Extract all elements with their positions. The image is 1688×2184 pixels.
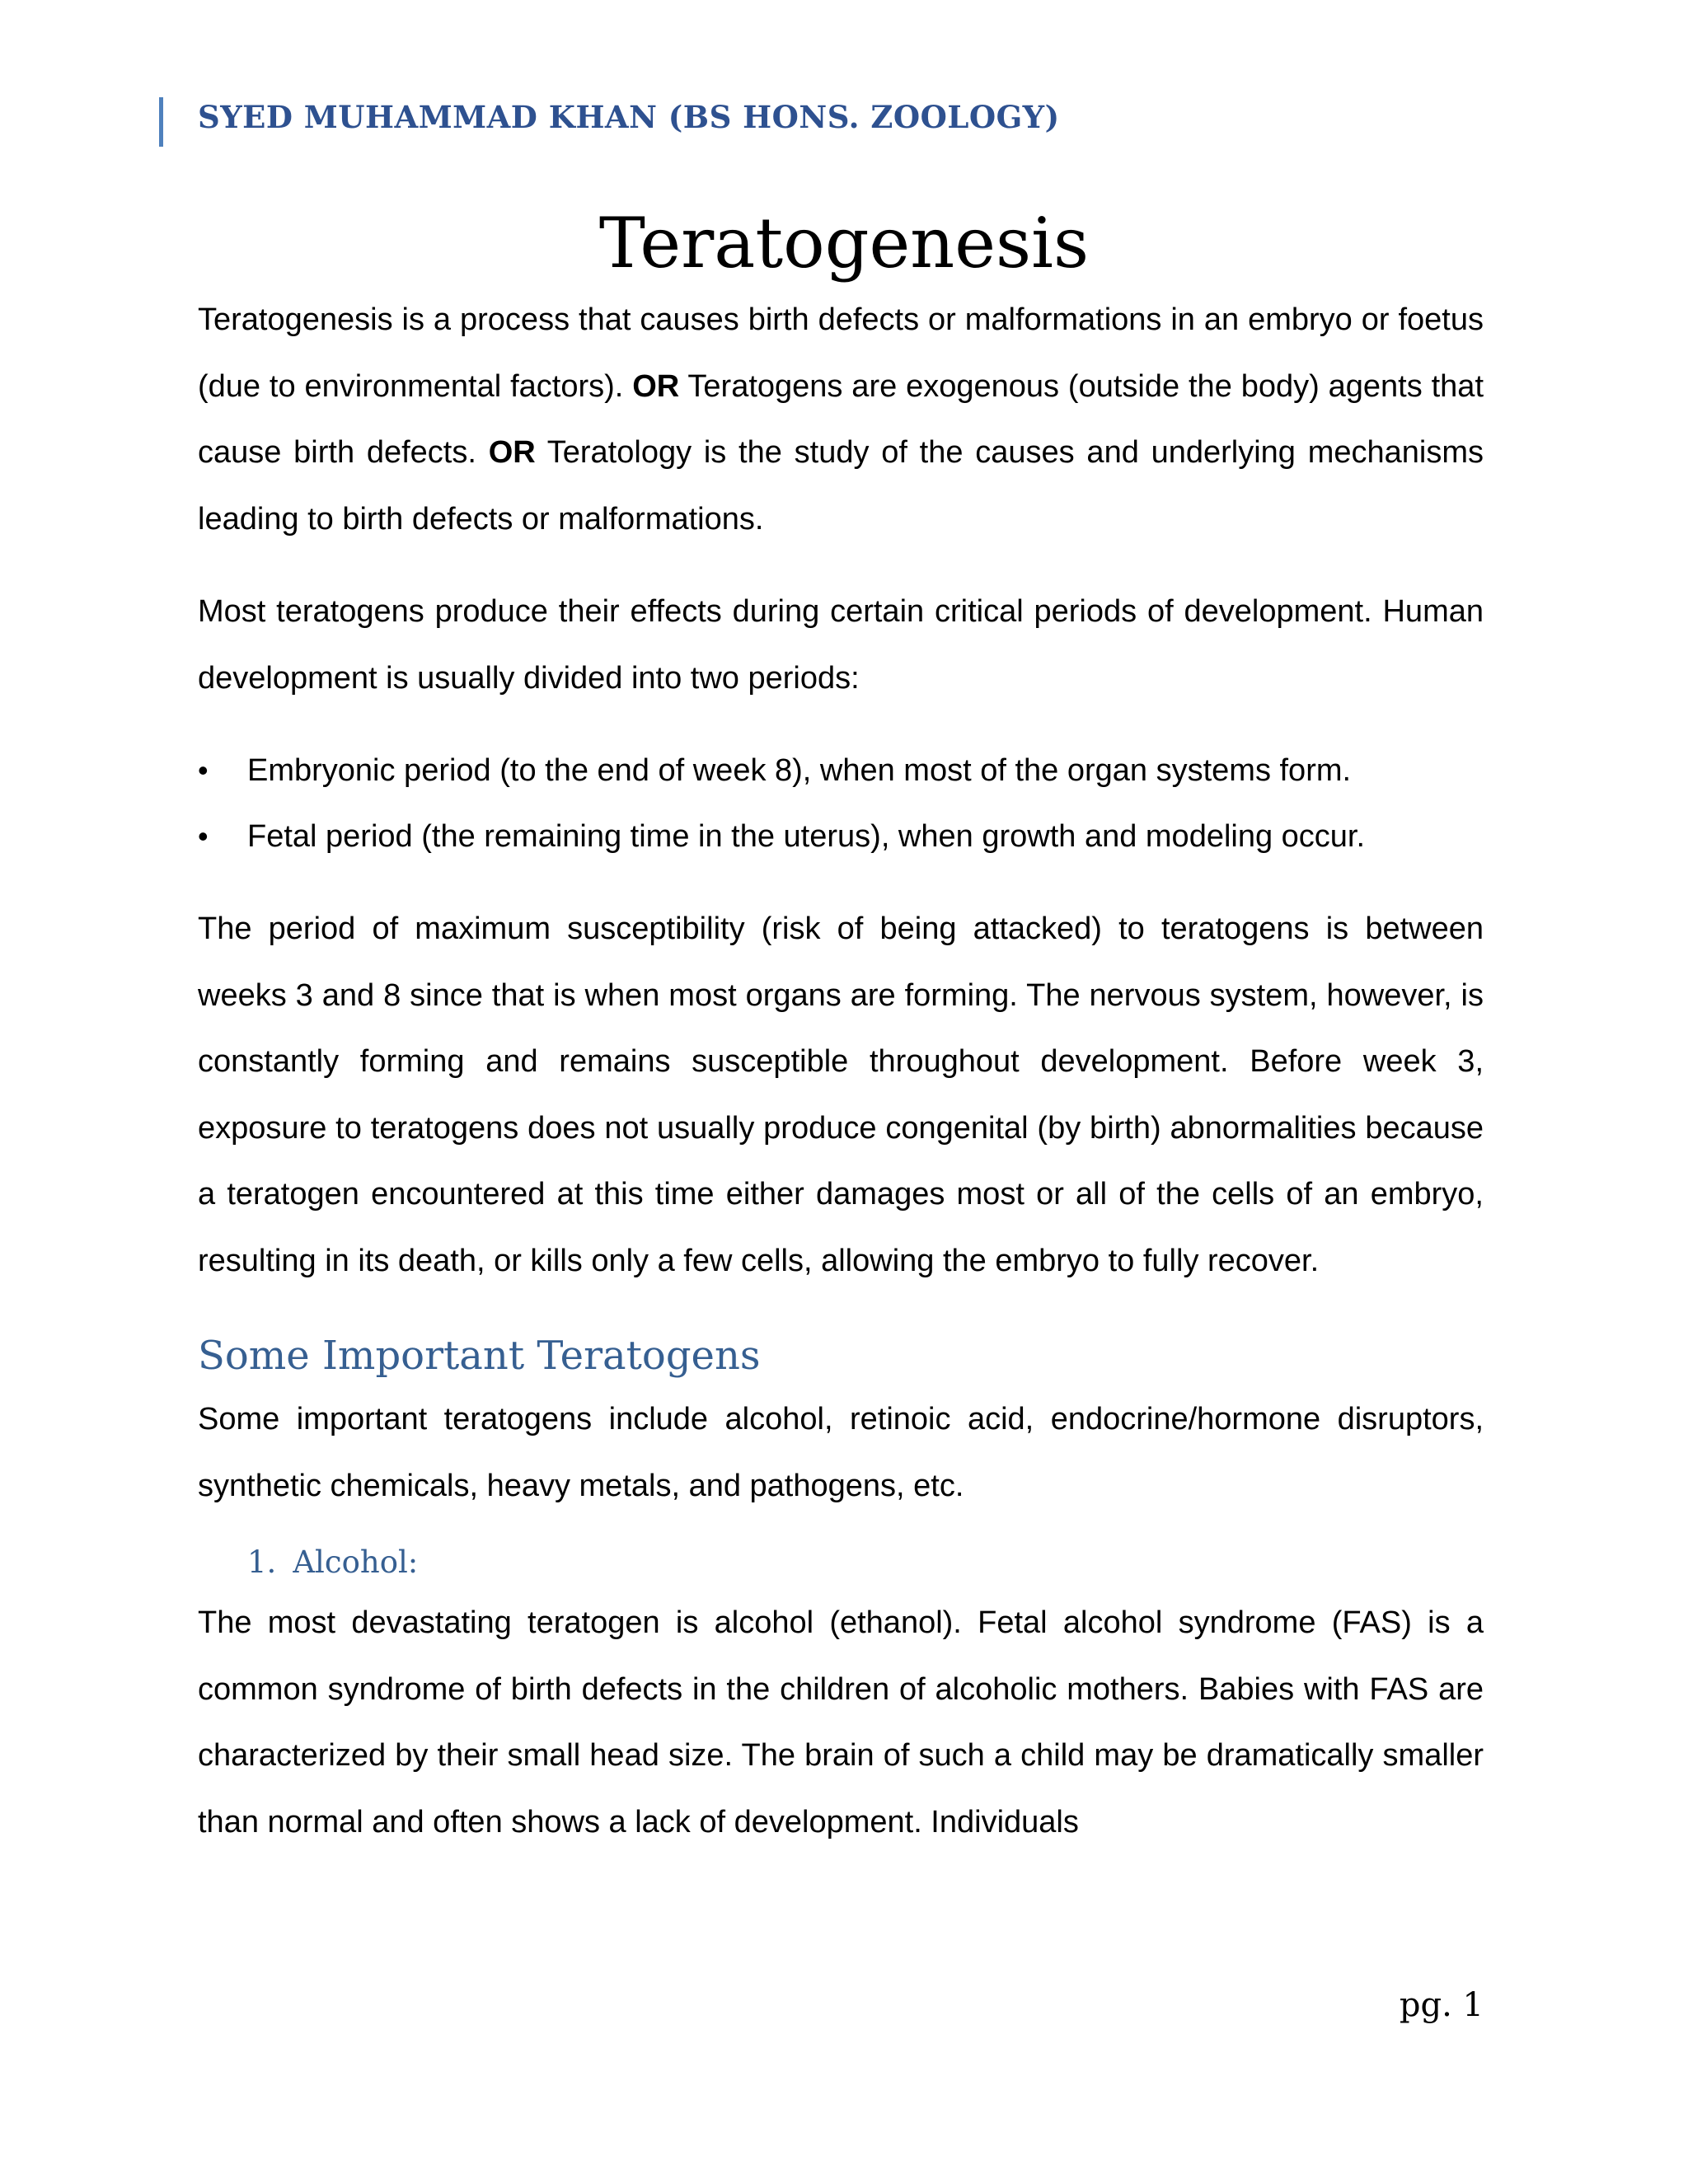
- item-label: Alcohol:: [293, 1544, 419, 1580]
- susceptibility-paragraph: The period of maximum susceptibility (risk of being attacked) to teratogens is between weeks 3 and 8 since that is when most organs are forming. The nervous system, however, is constantly forming and remains susceptible throughout development. Before week 3, exposure to teratogens does not usually produce congenital (by birth) abnormalities because a teratogen encountered at this time either damages most or all of the cells of an embryo, resulting in its death, or kills only a few cells, allowing the embryo to fully recover.: [198, 912, 1484, 1278]
- bullet-text: Fetal period (the remaining time in the uterus), when growth and modeling occur.: [247, 819, 1366, 854]
- list-item: [198, 804, 1484, 869]
- bullet-icon: •: [198, 753, 209, 787]
- header-accent-bar: [159, 97, 163, 147]
- intro-part-1: Teratogenesis is a process that causes birth defects or malformations in an embryo or foetus (due to environmental factors).: [198, 302, 1484, 404]
- bullet-text: Embryonic period (to the end of week 8), when most of the organ systems form.: [247, 753, 1352, 788]
- intro-or-2: OR: [488, 435, 536, 470]
- document-title: Teratogenesis: [598, 203, 1090, 284]
- document-body: [198, 287, 1484, 1855]
- intro-part-2: Teratogens are exogenous (outside the body) agents that cause birth defects.: [198, 368, 1484, 470]
- intro-part-3: Teratology is the study of the causes and underlying mechanisms leading to birth defects or malformations.: [198, 435, 1484, 537]
- list-item: [198, 738, 1484, 804]
- numbered-heading-alcohol: [198, 1535, 1484, 1590]
- periods-list: [198, 738, 1484, 869]
- alcohol-paragraph: The most devastating teratogen is alcohol (ethanol). Fetal alcohol syndrome (FAS) is a common syndrome of birth defects in the children of alcoholic mothers. Babies with FAS are characterized by their small head size. The brain of such a child may be dramatically smaller than normal and often shows a lack of development. Individuals: [198, 1605, 1484, 1840]
- intro-or-1: OR: [632, 368, 680, 404]
- intro-paragraph: [198, 287, 1484, 552]
- periods-paragraph: Most teratogens produce their effects during certain critical periods of development. Human development is usually divided into two periods:: [198, 594, 1484, 696]
- item-number: 1.: [247, 1544, 277, 1580]
- section-intro-paragraph: Some important teratogens include alcohol, retinoic acid, endocrine/hormone disruptors, synthetic chemicals, heavy metals, and pathogens, etc.: [198, 1402, 1484, 1503]
- header-author: SYED MUHAMMAD KHAN (BS HONS. ZOOLOGY): [198, 99, 1060, 135]
- section-heading: Some Important Teratogens: [198, 1333, 761, 1379]
- bullet-icon: •: [198, 819, 209, 853]
- page-number: pg. 1: [1399, 1986, 1484, 2024]
